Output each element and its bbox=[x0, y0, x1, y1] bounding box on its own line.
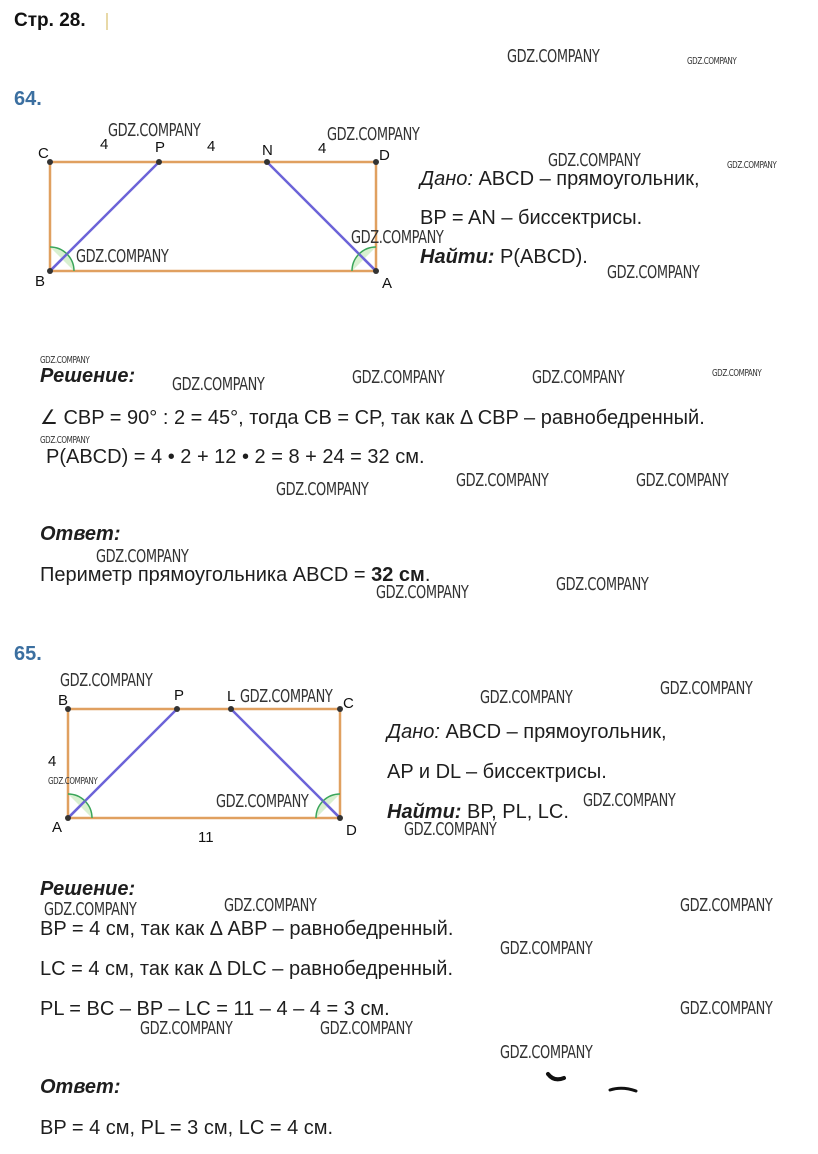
watermark: GDZ.COMPANY bbox=[320, 1018, 413, 1039]
watermark: GDZ.COMPANY bbox=[456, 470, 549, 491]
watermark: GDZ.COMPANY bbox=[108, 120, 201, 141]
label-p: P bbox=[155, 139, 166, 156]
stray-marks bbox=[540, 1062, 640, 1102]
segment-cp-length: 4 bbox=[100, 138, 109, 153]
task-65-solution-label: Решение: bbox=[40, 878, 136, 900]
watermark: GDZ.COMPANY bbox=[172, 374, 265, 395]
page-title: Стр. 28. bbox=[14, 10, 86, 31]
watermark: GDZ.COMPANY bbox=[40, 355, 90, 366]
point-a bbox=[373, 268, 379, 274]
label-b: B bbox=[35, 273, 46, 290]
label-d: D bbox=[379, 147, 390, 164]
watermark: GDZ.COMPANY bbox=[60, 670, 153, 691]
watermark: GDZ.COMPANY bbox=[556, 574, 649, 595]
label-b: B bbox=[58, 692, 69, 709]
point-p bbox=[156, 159, 162, 165]
watermark: GDZ.COMPANY bbox=[727, 160, 777, 171]
task-64-find: Найти: P(ABCD). bbox=[420, 246, 588, 268]
label-n: N bbox=[262, 142, 273, 159]
point-b bbox=[47, 268, 53, 274]
task-65-solution-line1: BP = 4 см, так как Δ ABP – равнобедренный. bbox=[40, 918, 454, 940]
label-p: P bbox=[174, 687, 185, 704]
watermark: GDZ.COMPANY bbox=[680, 895, 773, 916]
task-64-answer-label: Ответ: bbox=[40, 523, 121, 545]
watermark: GDZ.COMPANY bbox=[351, 227, 444, 248]
watermark: GDZ.COMPANY bbox=[216, 791, 309, 812]
task-65-number: 65. bbox=[14, 643, 42, 665]
point-l bbox=[228, 706, 234, 712]
task-64-given: Дано: ABCD – прямоугольник, bbox=[420, 168, 700, 190]
watermark: GDZ.COMPANY bbox=[376, 582, 469, 603]
task-65-find: Найти: BP, PL, LC. bbox=[387, 801, 569, 823]
task-64-solution-label: Решение: bbox=[40, 365, 136, 387]
watermark: GDZ.COMPANY bbox=[404, 819, 497, 840]
watermark: GDZ.COMPANY bbox=[507, 46, 600, 67]
point-p bbox=[174, 706, 180, 712]
watermark: GDZ.COMPANY bbox=[76, 246, 169, 267]
task-65-solution-line2: LC = 4 см, так как Δ DLC – равнобедренный. bbox=[40, 958, 454, 980]
watermark: GDZ.COMPANY bbox=[500, 1042, 593, 1063]
watermark: GDZ.COMPANY bbox=[224, 895, 317, 916]
watermark: GDZ.COMPANY bbox=[40, 435, 90, 446]
watermark: GDZ.COMPANY bbox=[500, 938, 593, 959]
watermark: GDZ.COMPANY bbox=[48, 776, 98, 787]
watermark: GDZ.COMPANY bbox=[327, 124, 420, 145]
watermark: GDZ.COMPANY bbox=[680, 998, 773, 1019]
task-65-given: Дано: ABCD – прямоугольник, bbox=[387, 721, 667, 743]
task-64-solution-line2: P(ABCD) = 4 • 2 + 12 • 2 = 8 + 24 = 32 см. bbox=[46, 446, 425, 468]
label-a: A bbox=[382, 275, 393, 292]
task-64-solution-line1: ∠ CBP = 90° : 2 = 45°, тогда CB = CP, так как Δ CBP – равнобедренный. bbox=[40, 407, 705, 429]
segment-pn-length: 4 bbox=[207, 138, 216, 155]
task-65-solution-line3: PL = BC – BP – LC = 11 – 4 – 4 = 3 см. bbox=[40, 998, 390, 1020]
point-d bbox=[337, 815, 343, 821]
segment-nd-length: 4 bbox=[318, 140, 327, 157]
task-65-answer: BP = 4 см, PL = 3 см, LC = 4 см. bbox=[40, 1117, 334, 1139]
watermark: GDZ.COMPANY bbox=[712, 368, 762, 379]
watermark: GDZ.COMPANY bbox=[687, 56, 737, 67]
watermark: GDZ.COMPANY bbox=[352, 367, 445, 388]
watermark: GDZ.COMPANY bbox=[636, 470, 729, 491]
watermark: GDZ.COMPANY bbox=[660, 678, 753, 699]
side-ad-length: 11 bbox=[198, 829, 214, 846]
label-a: A bbox=[52, 819, 63, 836]
task-65-answer-label: Ответ: bbox=[40, 1076, 121, 1098]
task-64-number: 64. bbox=[14, 88, 42, 110]
watermark: GDZ.COMPANY bbox=[44, 899, 137, 920]
label-l: L bbox=[227, 688, 236, 705]
watermark: GDZ.COMPANY bbox=[276, 479, 369, 500]
label-c: C bbox=[343, 695, 354, 712]
watermark: GDZ.COMPANY bbox=[240, 686, 333, 707]
watermark: GDZ.COMPANY bbox=[607, 262, 700, 283]
point-n bbox=[264, 159, 270, 165]
watermark: GDZ.COMPANY bbox=[140, 1018, 233, 1039]
watermark: GDZ.COMPANY bbox=[548, 150, 641, 171]
task-65-given-line2: AP и DL – биссектрисы. bbox=[387, 761, 607, 783]
watermark: GDZ.COMPANY bbox=[583, 790, 676, 811]
task-64-figure bbox=[30, 138, 410, 298]
task-64-given-line2: BP = AN – биссектрисы. bbox=[420, 207, 643, 229]
side-ab-length: 4 bbox=[48, 753, 57, 770]
watermark: GDZ.COMPANY bbox=[96, 546, 189, 567]
task-64-answer: Периметр прямоугольника ABCD = 32 см. bbox=[40, 564, 431, 586]
watermark: GDZ.COMPANY bbox=[480, 687, 573, 708]
header-mark bbox=[106, 13, 108, 30]
point-a bbox=[65, 815, 71, 821]
label-c: C bbox=[38, 145, 49, 162]
watermark: GDZ.COMPANY bbox=[532, 367, 625, 388]
label-d: D bbox=[346, 822, 357, 839]
